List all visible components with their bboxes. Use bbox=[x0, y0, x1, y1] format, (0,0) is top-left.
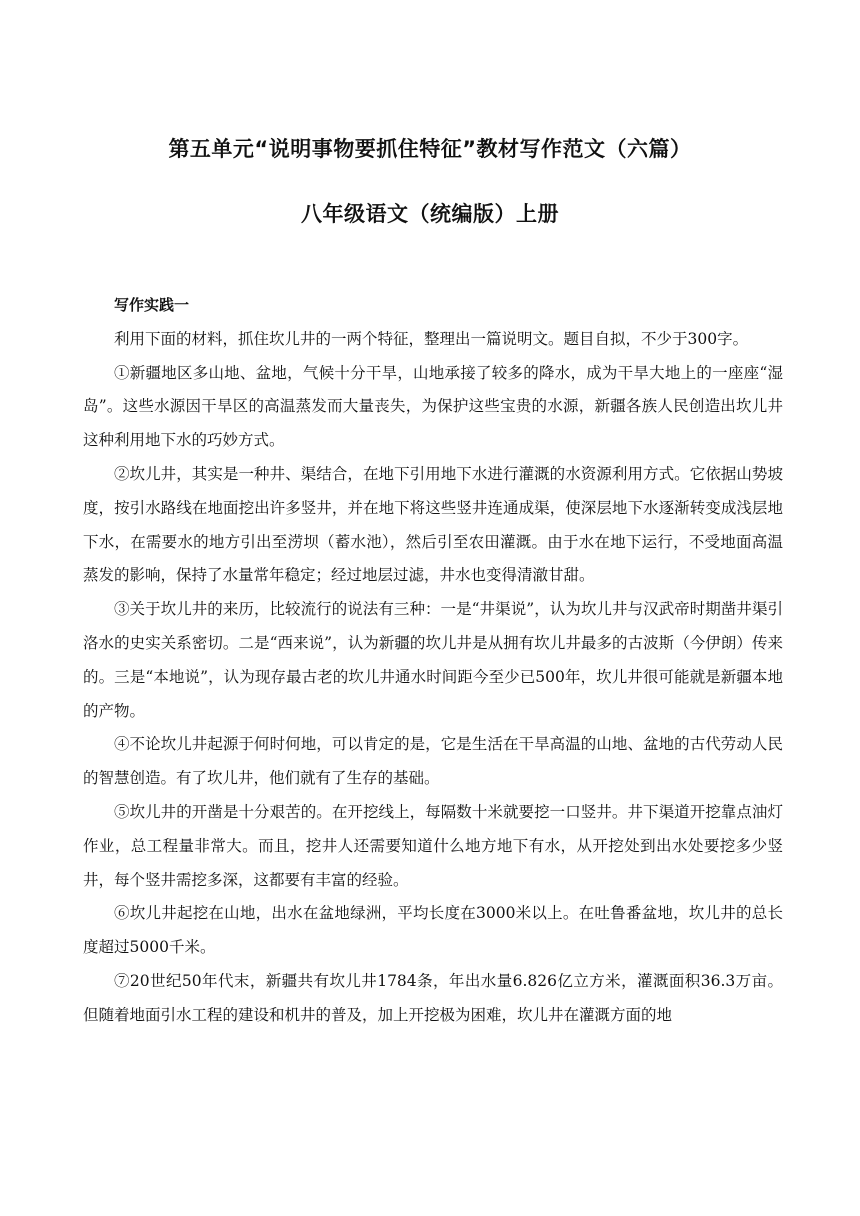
document-title: 第五单元“说明事物要抓住特征”教材写作范文（六篇） bbox=[168, 137, 692, 161]
document-subtitle: 八年级语文（统编版）上册 bbox=[301, 202, 559, 226]
paragraph-1: ①新疆地区多山地、盆地，气候十分干旱，山地承接了较多的降水，成为干旱大地上的一座座“湿岛”。这些水源因干旱区的高温蒸发而大量丧失，为保护这些宝贵的水源，新疆各族人民创造出坎儿井这种利用地下水的巧妙方式。 bbox=[83, 363, 783, 450]
writing-prompt: 利用下面的材料，抓住坎儿井的一两个特征，整理出一篇说明文。题目自拟，不少于300字。 bbox=[114, 329, 749, 348]
section-heading: 写作实践一 bbox=[114, 296, 190, 314]
paragraph-6: ⑥坎儿井起挖在山地，出水在盆地绿洲，平均长度在3000米以上。在吐鲁番盆地，坎儿井的总长度超过5000千米。 bbox=[83, 904, 783, 957]
paragraph-5: ⑤坎儿井的开凿是十分艰苦的。在开挖线上，每隔数十米就要挖一口竖井。井下渠道开挖靠点油灯作业，总工程量非常大。而且，挖井人还需要知道什么地方地下有水，从开挖处到出水处要挖多少竖井，每个竖井需挖多深，这都要有丰富的经验。 bbox=[83, 802, 783, 889]
paragraph-3: ③关于坎儿井的来历，比较流行的说法有三种：一是“井渠说”，认为坎儿井与汉武帝时期凿井渠引洛水的史实关系密切。二是“西来说”，认为新疆的坎儿井是从拥有坎儿井最多的古波斯（今伊朗）传来的。三是“本地说”，认为现存最古老的坎儿井通水时间距今至少已500年，坎儿井很可能就是新疆本地的产物。 bbox=[83, 600, 783, 720]
paragraph-7: ⑦20世纪50年代末，新疆共有坎儿井1784条，年出水量6.826亿立方米，灌溉面积36.3万亩。但随着地面引水工程的建设和机井的普及，加上开挖极为困难，坎儿井在灌溉方面的地 bbox=[83, 971, 783, 1024]
document-body bbox=[83, 289, 783, 1033]
paragraph-2: ②坎儿井，其实是一种井、渠结合，在地下引用地下水进行灌溉的水资源利用方式。它依据山势坡度，按引水路线在地面挖出许多竖井，并在地下将这些竖井连通成渠，使深层地下水逐渐转变成浅层地下水，在需要水的地方引出至涝坝（蓄水池），然后引至农田灌溉。由于水在地下运行，不受地面高温蒸发的影响，保持了水量常年稳定；经过地层过滤，井水也变得清澈甘甜。 bbox=[83, 464, 783, 585]
paragraph-4: ④不论坎儿井起源于何时何地，可以肯定的是，它是生活在干旱高温的山地、盆地的古代劳动人民的智慧创造。有了坎儿井，他们就有了生存的基础。 bbox=[83, 735, 783, 788]
